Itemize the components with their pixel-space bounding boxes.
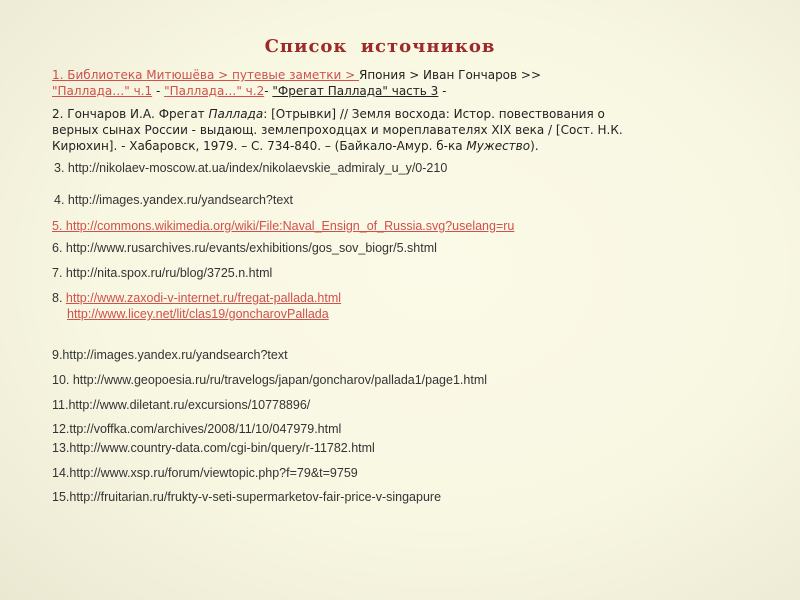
source-4: 4. http://images.yandex.ru/yandsearch?text: [54, 193, 294, 207]
text: Кирюхин]. - Хабаровск, 1979. – С. 734-840. – (Байкало-Амур. б-ка: [52, 139, 467, 153]
link-travel-notes[interactable]: путевые заметки >: [232, 68, 359, 82]
source-13: 13.http://www.country-data.com/cgi-bin/query/r-11782.html: [52, 441, 375, 455]
source-8b: [67, 306, 329, 322]
source-6: 6. http://www.rusarchives.ru/evants/exhibitions/gos_sov_biogr/5.shtml: [52, 241, 437, 255]
source-14: 14.http://www.xsp.ru/forum/viewtopic.php?f=79&t=9759: [52, 466, 358, 480]
text: : [Отрывки] // Земля восхода: Истор. повествования о: [263, 107, 605, 121]
source-7: 7. http://nita.spox.ru/ru/blog/3725.n.html: [52, 266, 273, 280]
source-1-line-1: [52, 67, 541, 83]
separator: -: [438, 84, 447, 98]
link-source-8b[interactable]: http://www.licey.net/lit/clas19/goncharovPallada: [67, 307, 329, 321]
link-library[interactable]: 1. Библиотека Митюшёва >: [52, 68, 233, 82]
source-10: 10. http://www.geopoesia.ru/ru/travelogs/japan/goncharov/pallada1/page1.html: [52, 373, 488, 387]
source-5: [52, 218, 514, 234]
link-source-5[interactable]: 5. http://commons.wikimedia.org/wiki/File:Naval_Ensign_of_Russia.svg?uselang=ru: [52, 219, 515, 233]
source-1-line-2: [52, 83, 446, 99]
source-11: 11.http://www.diletant.ru/excursions/10778896/: [52, 398, 311, 412]
link-source-8a[interactable]: http://www.zaxodi-v-internet.ru/fregat-pallada.html: [65, 291, 342, 305]
number: 8.: [52, 291, 66, 305]
text-italic: Мужество: [466, 139, 531, 153]
slide-title: Список источников: [264, 36, 496, 57]
source-9: 9.http://images.yandex.ru/yandsearch?text: [52, 348, 288, 362]
source-15: 15.http://fruitarian.ru/frukty-v-seti-supermarketov-fair-price-v-singapure: [52, 490, 442, 504]
separator: -: [264, 84, 273, 98]
source-3: 3. http://nikolaev-moscow.at.ua/index/nikolaevskie_admiraly_u_y/0-210: [54, 161, 448, 175]
breadcrumb-text: Япония > Иван Гончаров >>: [358, 68, 542, 82]
text: 2. Гончаров И.А. Фрегат: [52, 107, 209, 121]
text-italic: Паллада: [208, 107, 264, 121]
source-8: [52, 290, 341, 306]
source-2-line-3: [52, 138, 539, 154]
link-pallada-1[interactable]: "Паллада…" ч.1: [52, 84, 153, 98]
text: ).: [530, 139, 539, 153]
separator: -: [152, 84, 165, 98]
link-pallada-2[interactable]: "Паллада…" ч.2: [164, 84, 265, 98]
source-12: 12.ttp://voffka.com/archives/2008/11/10/047979.html: [52, 422, 342, 436]
source-2-line-1: [52, 106, 605, 122]
link-pallada-3[interactable]: "Фрегат Паллада" часть 3: [272, 84, 439, 98]
source-2-line-2: верных сынах России - выдающ. землепроходцах и мореплавателях XIX века / [Сост. Н.К.: [52, 123, 623, 137]
